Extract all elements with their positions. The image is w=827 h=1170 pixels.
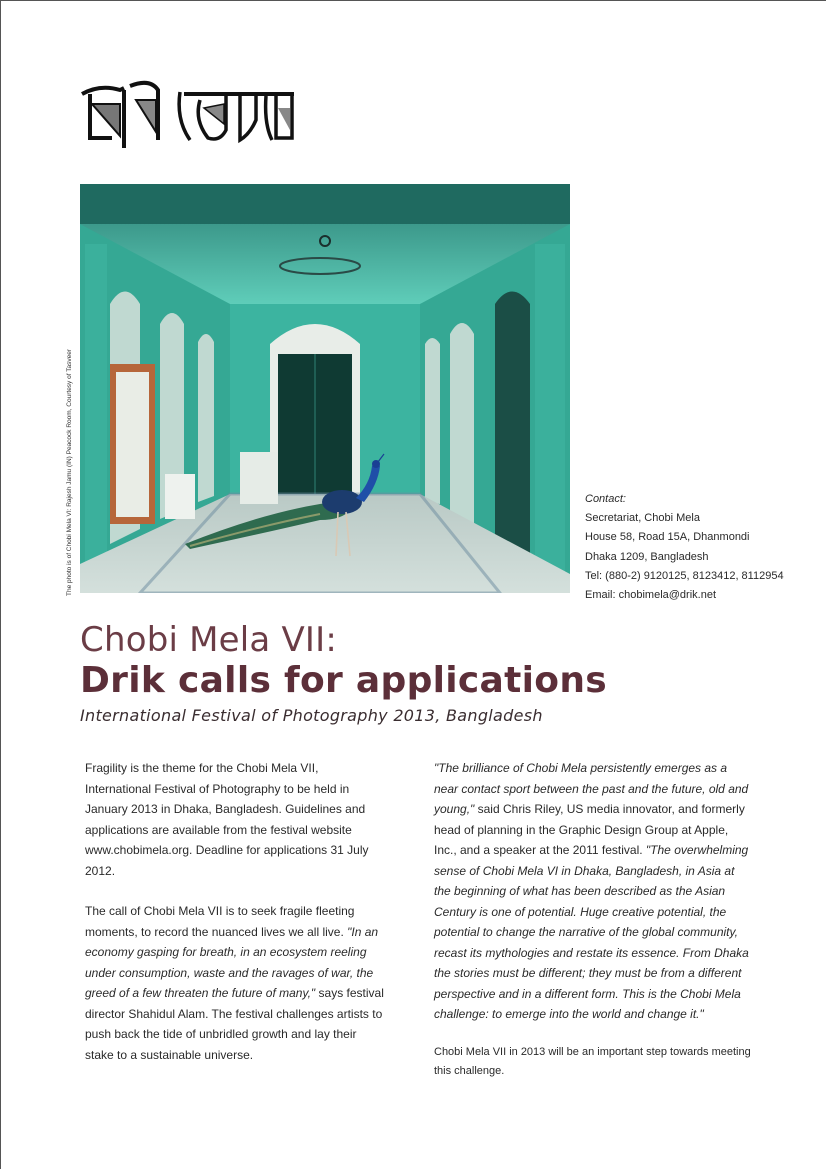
article-left-column xyxy=(85,758,385,1065)
closing-paragraph: Chobi Mela VII in 2013 will be an important step towards meeting this challenge. xyxy=(434,1045,751,1077)
paragraph-text: says festival director Shahidul Alam. The festival challenges artists to push back the tide of unbridled growth and lay their stake to a sustainable universe. xyxy=(85,986,384,1062)
paragraph xyxy=(434,758,754,1025)
quote: "The brilliance of Chobi Mela persistently emerges as a near contact sport between the past and the future, old and young," xyxy=(434,761,749,816)
headline-subtitle: International Festival of Photography 2013, Bangladesh xyxy=(80,706,543,725)
contact-line: Dhaka 1209, Bangladesh xyxy=(585,550,709,563)
contact-phone: Tel: (880-2) 9120125, 8123412, 8112954 xyxy=(585,569,784,582)
contact-email[interactable]: Email: chobimela@drik.net xyxy=(585,589,716,602)
paragraph: Fragility is the theme for the Chobi Mela VII, International Festival of Photography to be held in January 2013 in Dhaka, Bangladesh. Guidelines and applications are available from the festival website www.chobimela.org. Deadline for applications 31 July 2012. xyxy=(85,761,369,878)
photo-credit: The photo is of Chobi Mela VI: Rajesh Jamu (IN) Peacock Room, Courtesy of Tasveer xyxy=(66,349,73,596)
article-right-column xyxy=(434,758,754,1081)
headline-line1: Chobi Mela VII: xyxy=(80,620,338,660)
paragraph-text: The call of Chobi Mela VII is to seek fragile fleeting moments, to record the nuanced lives we all live. xyxy=(85,904,355,939)
contact-block xyxy=(585,490,784,605)
headline-line2: Drik calls for applications xyxy=(80,660,607,701)
quote: "In an economy gasping for breath, in an ecosystem reeling under consumption, waste and the ravages of war, the greed of a few threaten the future of many," xyxy=(85,924,379,1000)
paragraph xyxy=(85,901,385,1065)
contact-line: Secretariat, Chobi Mela xyxy=(585,512,700,525)
chobi-mela-logo xyxy=(80,80,295,152)
peacock-room-photo xyxy=(80,184,570,593)
paragraph-text: said Chris Riley, US media innovator, and formerly head of planning in the Graphic Design Group at Apple, Inc., and a speaker at the 2011 festival. xyxy=(434,802,745,857)
contact-line: House 58, Road 15A, Dhanmondi xyxy=(585,531,750,544)
quote: "The overwhelming sense of Chobi Mela VI in Dhaka, Bangladesh, in Asia at the beginning of what has been described as the Asian Century is one of potential. Huge creative potential, the potential to change the narrative of the global community, recast its mythologies and restate its essence. From Dhaka the stories must be different; they must be from a different perspective and in a different form. This is the Chobi Mela challenge: to emerge into the world and change it." xyxy=(434,843,749,1021)
contact-title: Contact: xyxy=(585,493,626,505)
